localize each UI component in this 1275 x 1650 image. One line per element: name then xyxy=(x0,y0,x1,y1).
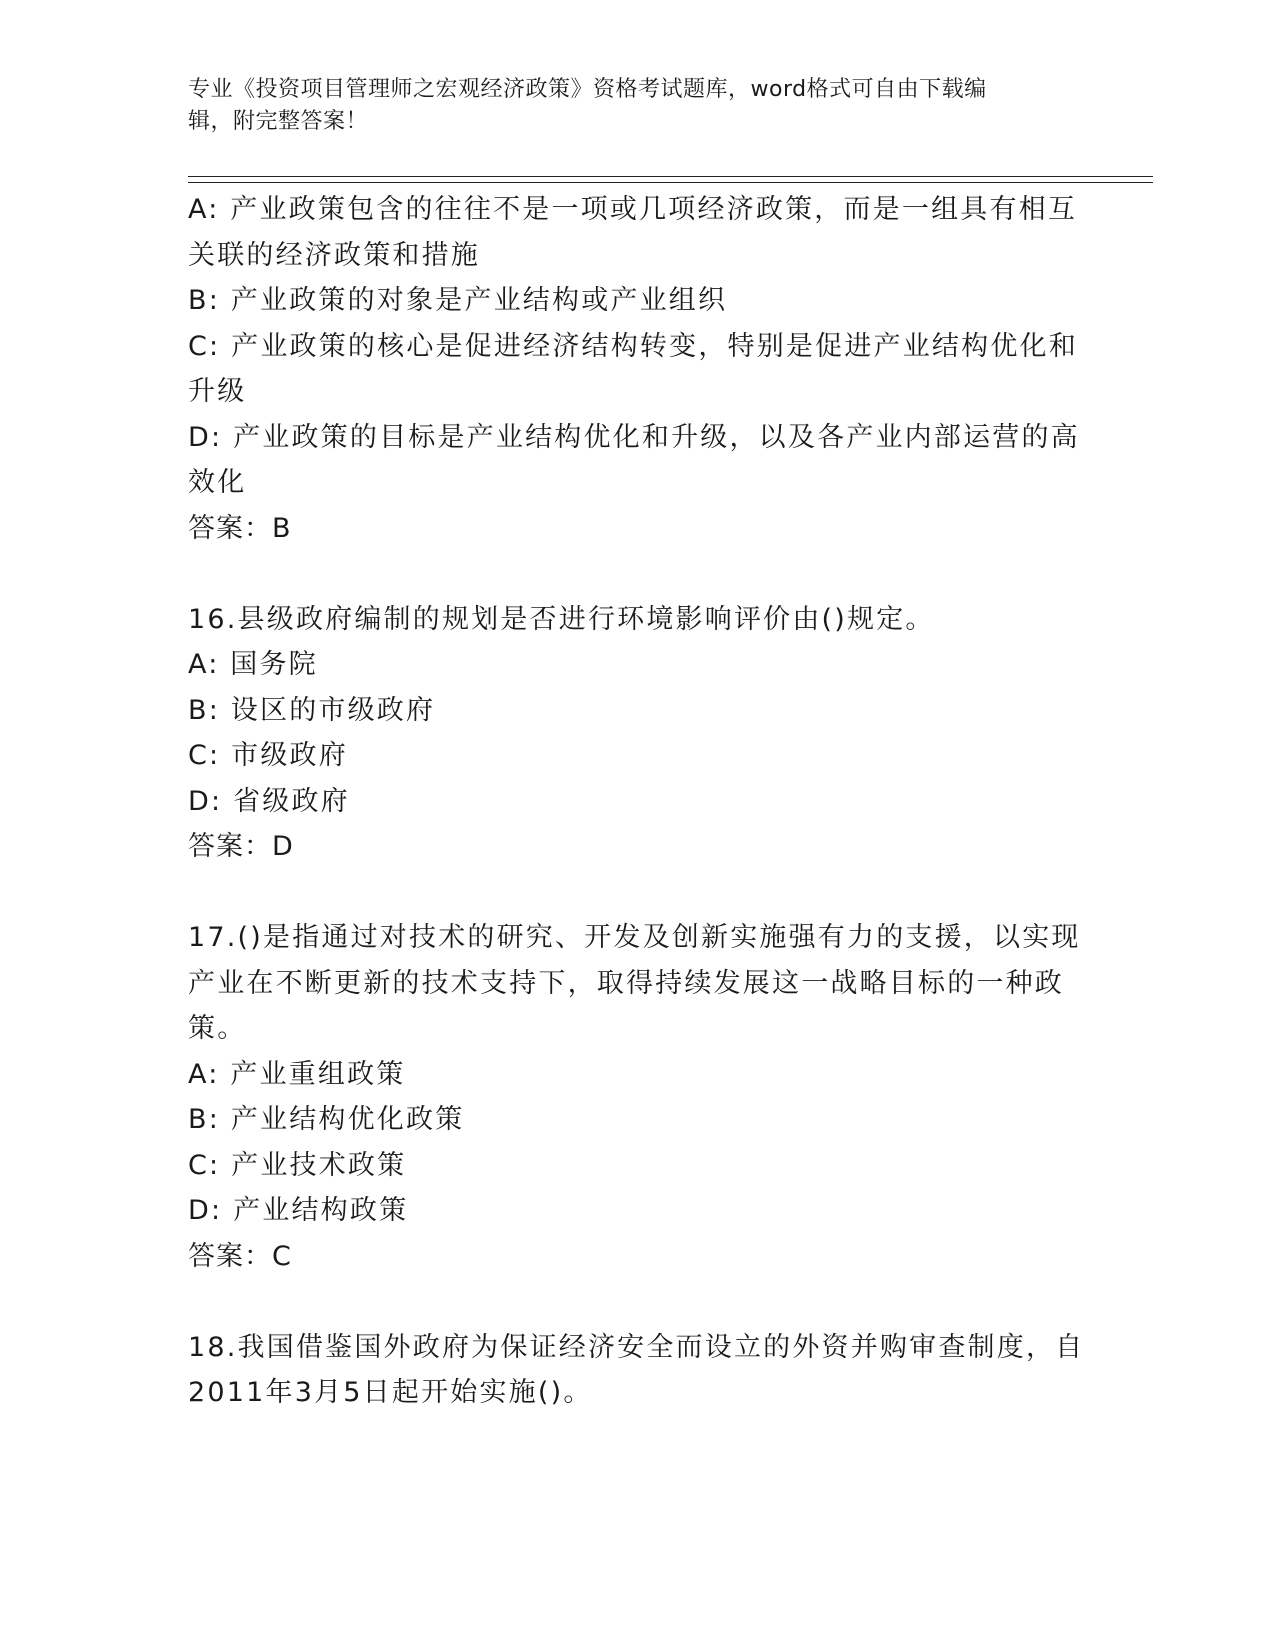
question-stem-line-2: 2011年3月5日起开始实施()。 xyxy=(188,1377,593,1408)
spacer xyxy=(188,551,1073,597)
question-stem-line-1: 18.我国借鉴国外政府为保证经济安全而设立的外资并购审查制度，自 xyxy=(188,1331,1085,1363)
question-17 xyxy=(188,915,1081,1279)
option-a: A: 产业重组政策 xyxy=(188,1058,406,1090)
answer: 答案：D xyxy=(188,831,294,862)
option-c: C: 市级政府 xyxy=(188,740,348,771)
header-line-1: 专业《投资项目管理师之宏观经济政策》资格考试题库，word格式可自由下载编 xyxy=(188,77,987,102)
answer: 答案：B xyxy=(188,512,292,544)
question-18 xyxy=(188,1325,1085,1416)
header-rule-top xyxy=(188,176,1153,177)
question-stem: 16.县级政府编制的规划是否进行环境影响评价由()规定。 xyxy=(188,603,935,635)
option-a-line-1: A: 产业政策包含的往往不是一项或几项经济政策，而是一组具有相互 xyxy=(188,194,1078,225)
question-stem-line-1: 17.()是指通过对技术的研究、开发及创新实施强有力的支援，以实现 xyxy=(188,922,1081,953)
option-c-line-2: 升级 xyxy=(188,376,247,407)
document-header xyxy=(188,74,1068,138)
option-b: B: 产业结构优化政策 xyxy=(188,1104,465,1135)
option-d-line-1: D: 产业政策的目标是产业结构优化和升级，以及各产业内部运营的高 xyxy=(188,421,1080,453)
question-stem-line-3: 策。 xyxy=(188,1013,247,1044)
option-b: B: 设区的市级政府 xyxy=(188,694,436,726)
document-body xyxy=(188,187,1085,1416)
option-b: B: 产业政策的对象是产业结构或产业组织 xyxy=(188,285,728,316)
question-15 xyxy=(188,187,1080,551)
option-a: A: 国务院 xyxy=(188,649,318,680)
question-16 xyxy=(188,597,1073,870)
answer: 答案：C xyxy=(188,1240,292,1272)
option-d: D: 产业结构政策 xyxy=(188,1195,409,1226)
header-rule-bottom xyxy=(188,182,1153,183)
option-c: C: 产业技术政策 xyxy=(188,1149,407,1181)
option-d: D: 省级政府 xyxy=(188,785,350,817)
option-c-line-1: C: 产业政策的核心是促进经济结构转变，特别是促进产业结构优化和 xyxy=(188,330,1078,362)
option-a-line-2: 关联的经济政策和措施 xyxy=(188,239,480,271)
spacer xyxy=(188,870,1073,916)
option-d-line-2: 效化 xyxy=(188,467,247,498)
spacer xyxy=(188,1279,1073,1325)
question-stem-line-2: 产业在不断更新的技术支持下，取得持续发展这一战略目标的一种政 xyxy=(188,967,1064,999)
header-line-2: 辑，附完整答案！ xyxy=(188,109,369,134)
